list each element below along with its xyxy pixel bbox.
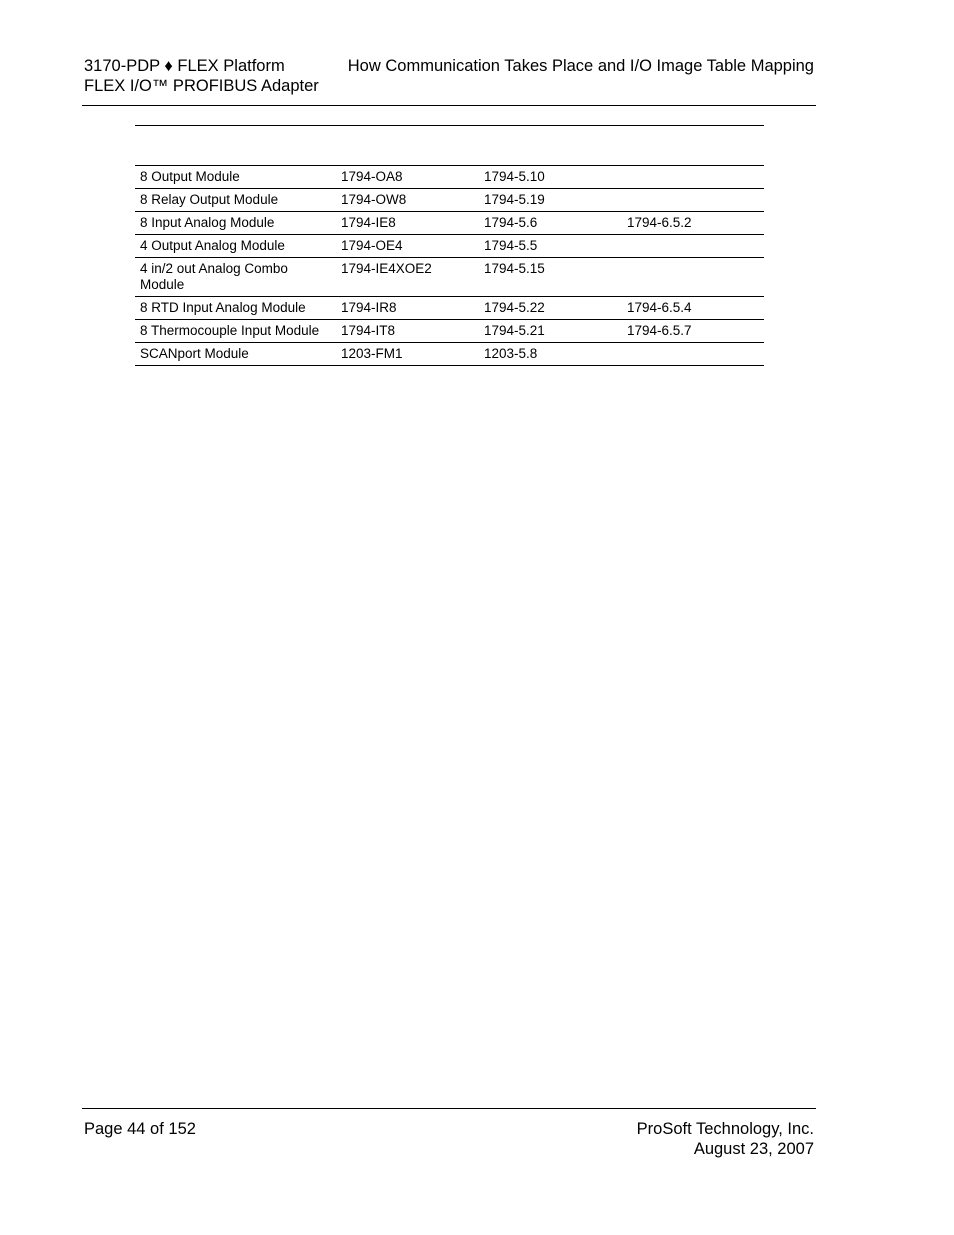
table-cell: 1794-6.5.7 <box>622 320 764 343</box>
table-cell: 1203-5.8 <box>479 343 622 366</box>
table-cell: 1794-OW8 <box>336 189 479 212</box>
header-left <box>84 56 319 96</box>
section-title: How Communication Takes Place and I/O Image Table Mapping <box>347 57 814 75</box>
document-subtitle: FLEX I/O™ PROFIBUS Adapter <box>84 77 319 95</box>
table-row <box>135 235 764 258</box>
table-row <box>135 258 764 297</box>
table-cell: 8 Relay Output Module <box>135 189 336 212</box>
table-cell: 1794-IR8 <box>336 297 479 320</box>
table-cell: 8 Output Module <box>135 166 336 189</box>
table-cell: 4 in/2 out Analog Combo Module <box>135 258 336 297</box>
table-top-rule <box>135 125 764 126</box>
header-rule <box>82 105 816 106</box>
module-table-body <box>135 166 764 366</box>
company-name: ProSoft Technology, Inc. <box>636 1120 814 1138</box>
table-cell <box>622 189 764 212</box>
footer-right <box>637 1119 814 1159</box>
table-cell: 1794-5.15 <box>479 258 622 297</box>
table-cell: 8 Input Analog Module <box>135 212 336 235</box>
table-cell <box>622 343 764 366</box>
table-cell: 1794-6.5.2 <box>622 212 764 235</box>
table-cell: 1794-IE4XOE2 <box>336 258 479 297</box>
table-cell <box>622 166 764 189</box>
table-cell: 8 RTD Input Analog Module <box>135 297 336 320</box>
table-row <box>135 189 764 212</box>
table-cell: 4 Output Analog Module <box>135 235 336 258</box>
table-cell: 8 Thermocouple Input Module <box>135 320 336 343</box>
table-cell: 1794-5.21 <box>479 320 622 343</box>
table-cell: 1794-IT8 <box>336 320 479 343</box>
table-cell: 1794-6.5.4 <box>622 297 764 320</box>
table-cell: 1794-5.19 <box>479 189 622 212</box>
table-cell: 1794-IE8 <box>336 212 479 235</box>
table-row <box>135 166 764 189</box>
table-cell: 1794-OA8 <box>336 166 479 189</box>
table-cell: SCANport Module <box>135 343 336 366</box>
table-cell: 1794-5.5 <box>479 235 622 258</box>
table-cell: 1794-5.6 <box>479 212 622 235</box>
page-number: Page 44 of 152 <box>84 1120 196 1138</box>
table-row <box>135 212 764 235</box>
publication-date: August 23, 2007 <box>693 1140 814 1158</box>
table-row <box>135 343 764 366</box>
table-cell <box>622 235 764 258</box>
document-id: 3170-PDP ♦ FLEX Platform <box>84 57 285 75</box>
table-cell: 1794-5.10 <box>479 166 622 189</box>
table-cell: 1794-5.22 <box>479 297 622 320</box>
table-cell: 1794-OE4 <box>336 235 479 258</box>
table-cell <box>622 258 764 297</box>
module-table <box>135 165 764 366</box>
table-row <box>135 320 764 343</box>
table-cell: 1203-FM1 <box>336 343 479 366</box>
table-row <box>135 297 764 320</box>
footer-rule <box>82 1108 816 1109</box>
